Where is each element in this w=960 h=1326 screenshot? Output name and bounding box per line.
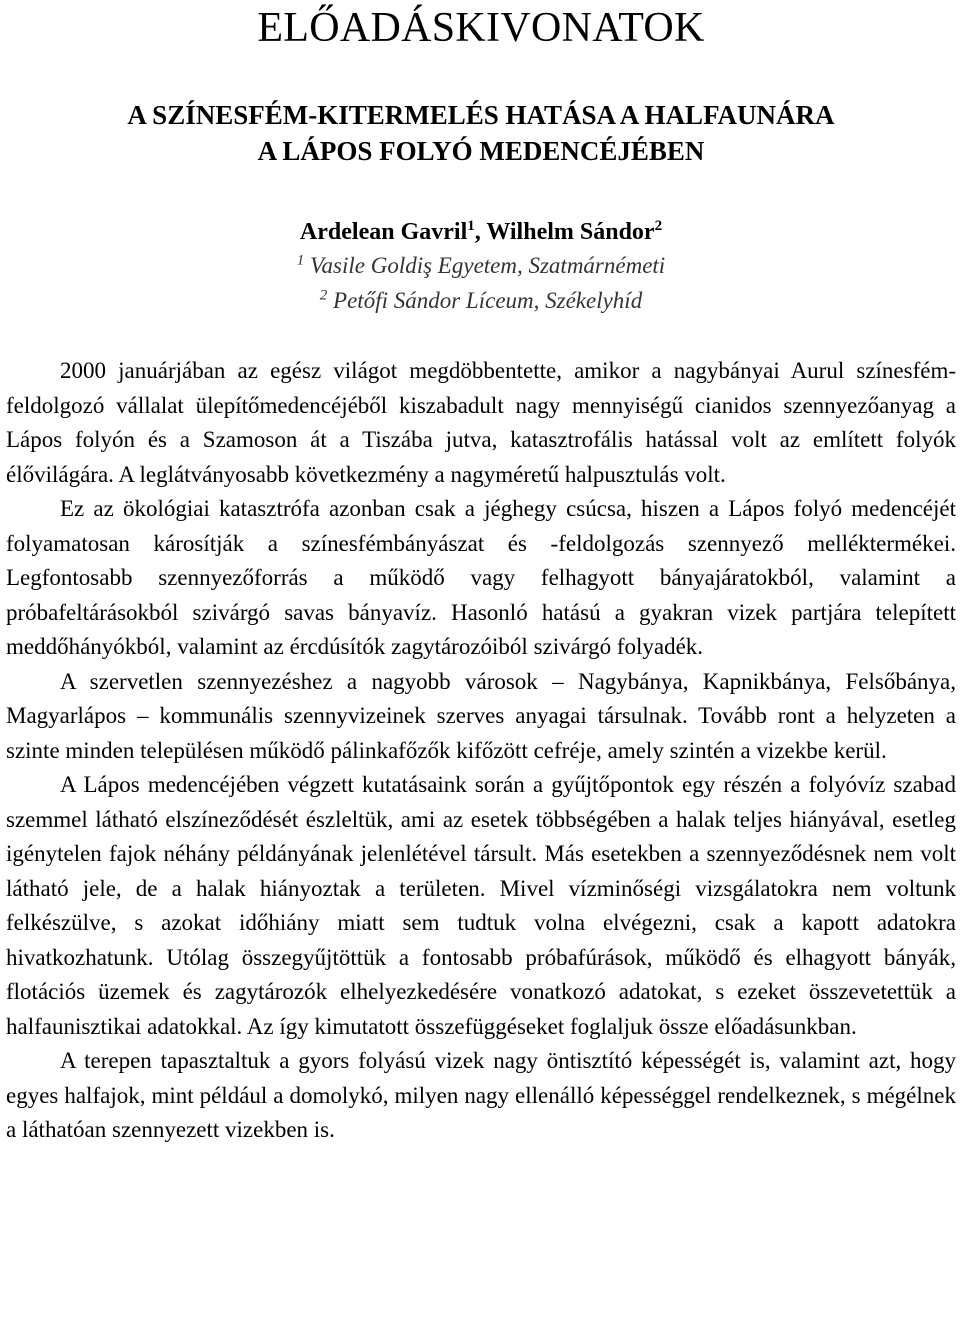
author-2: Wilhelm Sándor <box>486 219 655 245</box>
author-line <box>6 216 956 248</box>
author-2-affiliation-mark: 2 <box>654 218 663 234</box>
article-title-line-2: A LÁPOS FOLYÓ MEDENCÉJÉBEN <box>257 136 705 166</box>
affiliation-2-text: Petőfi Sándor Líceum, Székelyhíd <box>327 288 643 313</box>
article-title <box>6 97 956 169</box>
abstract-body <box>6 354 956 1148</box>
paragraph-3: A szervetlen szennyezéshez a nagyobb városok – Nagybánya, Kapnikbánya, Felsőbánya, Magyarlápos – kommunális szennyvizeinek szerves anyagai társulnak. Tovább ront a helyzeten a szinte minden településen működő pálinkafőzők kifőzött cefréje, amely szintén a vizekbe kerül. <box>6 668 956 763</box>
author-separator: , <box>474 219 487 245</box>
author-1: Ardelean Gavril <box>299 219 468 245</box>
paragraph-5: A terepen tapasztaltuk a gyors folyású vizek nagy öntisztító képességét is, valamint azt, hogy egyes halfajok, mint például a domolykó, milyen nagy ellenálló képességgel rendelkeznek, s mégélnek a láthatóan szennyezett vizekben is. <box>6 1048 956 1142</box>
affiliation-1-text: Vasile Goldiş Egyetem, Szatmárnémeti <box>304 253 666 278</box>
author-1-affiliation-mark: 1 <box>467 218 475 234</box>
affiliation-2-mark: 2 <box>319 287 328 304</box>
section-title: ELŐADÁSKIVONATOK <box>257 5 705 51</box>
affiliation-1-mark: 1 <box>296 252 305 269</box>
paragraph-2: Ez az ökológiai katasztrófa azonban csak a jéghegy csúcsa, hiszen a Lápos folyó medencéjét folyamatosan károsítják a színesfémbányászat és -feldolgozás szennyező melléktermékei. Legfontosabb szennyezőforrás a működő vagy felhagyott bányajáratokból, valamint a próbafeltárásokból szivárgó savas bányavíz. Hasonló hatású a gyakran vizek partjára telepített meddőhányókból, valamint az ércdúsítók zagytározóiból szivárgó folyadék. <box>6 496 956 659</box>
affiliation-2 <box>6 283 956 318</box>
paragraph-4: A Lápos medencéjében végzett kutatásaink során a gyűjtőpontok egy részén a folyóvíz szabad szemmel látható elszíneződését észleltük, ami az esetek többségében a halak teljes hiányával, esetleg igénytelen fajok néhány példányának jelenlétével társult. Más esetekben a szennyeződésnek nem volt látható jele, de a halak hiányoztak a területen. Mivel vízminőségi vizsgálatokra nem voltunk felkészülve, s azokat időhiány miatt sem tudtuk volna elvégezni, csak a kapott adatokra hivatkozhatunk. Utólag összegyűjtöttük a fontosabb próbafúrások, működő és elhagyott bányák, flotációs üzemek és zagytározók elhelyezkedésére vonatkozó adatokat, s ezeket összevetettük a halfaunisztikai adatokkal. Az így kimutatott összefüggéseket foglaljuk össze előadásunkban. <box>6 772 956 1039</box>
document-page <box>6 0 956 1148</box>
article-title-line-1: A SZÍNESFÉM-KITERMELÉS HATÁSA A HALFAUNÁRA <box>127 100 835 130</box>
paragraph-1: 2000 januárjában az egész világot megdöbbentette, amikor a nagybányai Aurul színesfém-feldolgozó vállalat ülepítőmedencéjéből kiszabadult nagy mennyiségű cianidos szennyezőanyag a Lápos folyón és a Szamoson át a Tiszába jutva, katasztrofális hatással volt az említett folyók élővilágára. A leglátványosabb következmény a nagyméretű halpusztulás volt. <box>6 358 956 487</box>
affiliation-1 <box>6 248 956 283</box>
